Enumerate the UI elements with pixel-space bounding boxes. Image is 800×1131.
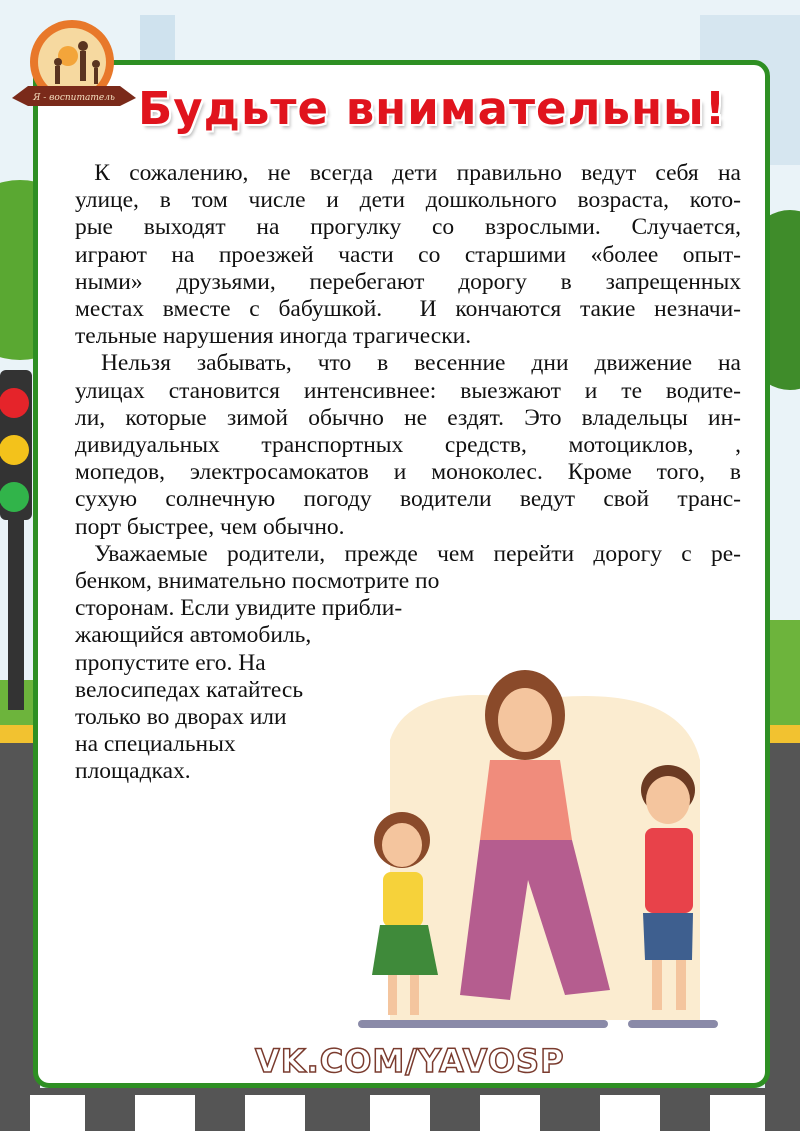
text-line: жающийся автомобиль,	[75, 622, 312, 649]
text-line: бенком, внимательно посмотрите по	[75, 568, 440, 595]
paragraph-2	[75, 350, 741, 540]
text-line: местах вместе с бабушкой. И кончаются такие незначи-	[75, 296, 741, 323]
text-line: мопедов, электросамокатов и моноколес. Кроме того, в	[75, 459, 741, 486]
text-line: улице, в том числе и дети дошкольного возраста, кото-	[75, 187, 741, 214]
text-line: ными» друзьями, перебегают дорогу в запрещенных	[75, 268, 741, 295]
text-line: Нельзя забывать, что в весенние дни движение на	[75, 350, 741, 377]
traffic-light	[0, 370, 32, 710]
text-line: К сожалению, не всегда дети правильно ведут себя на	[75, 160, 741, 186]
family-illustration	[350, 640, 730, 1040]
page-title: Будьте внимательны!	[138, 82, 727, 135]
logo-badge	[8, 14, 140, 114]
text-line: рые выходят на прогулку со взрослыми. Случается,	[75, 214, 741, 241]
text-line: сторонам. Если увидите прибли-	[75, 595, 403, 622]
text-line: только во дворах или	[75, 704, 287, 731]
text-line: улицах становится интенсивнее: выезжают и те водите-	[75, 377, 741, 404]
paragraph-1	[75, 160, 741, 350]
text-line: на специальных	[75, 731, 236, 758]
text-line: дивидуальных транспортных средств, мотоциклов, ,	[75, 432, 741, 459]
text-line: пропустите его. На	[75, 649, 266, 676]
text-line: ли, которые зимой обычно не ездят. Это владельцы ин-	[75, 404, 741, 431]
text-line: сухую солнечную погоду водители ведут свой транс-	[75, 486, 741, 513]
text-line: велосипедах катайтесь	[75, 676, 304, 703]
text-line: площадках.	[75, 758, 191, 785]
text-line: тельные нарушения иногда трагически.	[75, 323, 472, 350]
text-line: Уважаемые родители, прежде чем перейти дорогу с ре-	[75, 540, 741, 567]
logo-caption: Я - воспитатель	[33, 93, 115, 103]
text-line: порт быстрее, чем обычно.	[75, 513, 345, 540]
footer-link[interactable]: VK.COM/YAVOSP	[255, 1042, 565, 1080]
text-line: играют на проезжей части со старшими «более опыт-	[75, 241, 741, 268]
